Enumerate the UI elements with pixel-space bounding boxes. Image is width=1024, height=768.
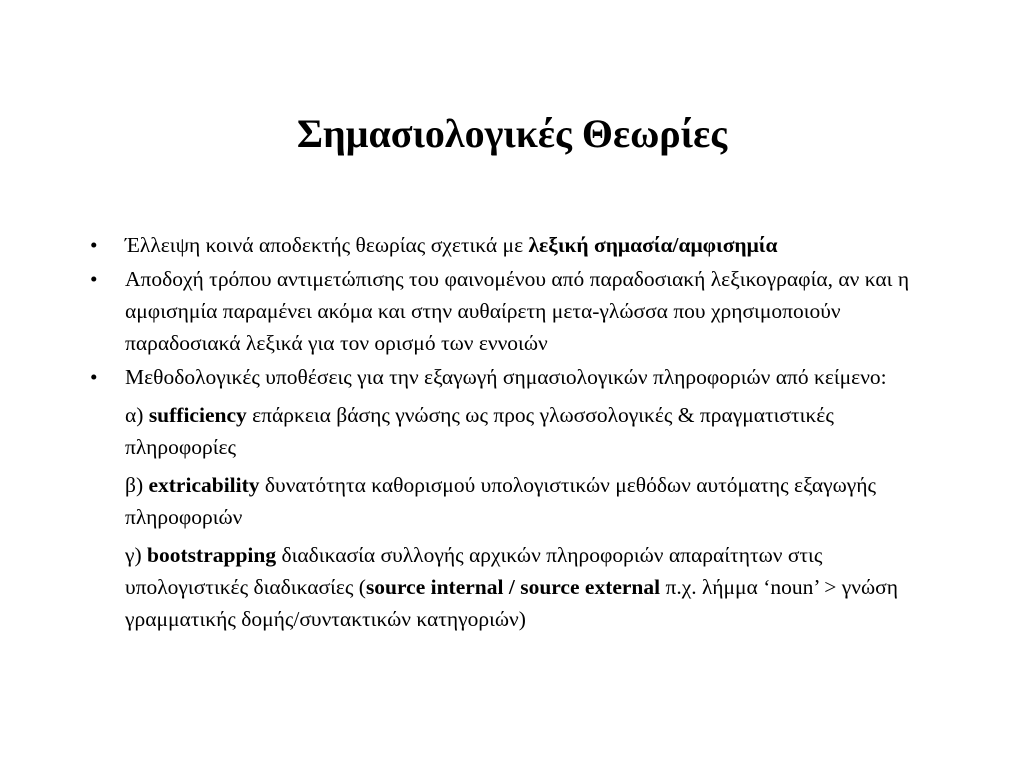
sub-item-bootstrapping (90, 539, 940, 635)
sub-item-extricability (90, 469, 940, 533)
bullet-marker: • (90, 365, 98, 389)
sub-item-text-secondary: π.χ. λήμμα ‘noun’ > γνώση γραμματικής δομής/συντακτικών κατηγοριών) (125, 575, 899, 631)
bullet-item-2 (90, 263, 940, 359)
slide-title: Σημασιολογικές Θεωρίες (296, 111, 728, 156)
sub-item-text: δυνατότητα καθορισμού υπολογιστικών μεθόδων αυτόματης εξαγωγής πληροφοριών (125, 473, 877, 529)
sub-item-term: sufficiency (148, 403, 247, 427)
sub-item-sufficiency (90, 399, 940, 463)
bullet-item-1 (90, 229, 940, 261)
sub-item-prefix: α) (125, 403, 149, 427)
bullet-text: Μεθοδολογικές υποθέσεις για την εξαγωγή σημασιολογικών πληροφοριών από κείμενο: (125, 365, 887, 389)
sub-item-prefix: β) (125, 473, 149, 497)
bullet-text: Αποδοχή τρόπου αντιμετώπισης του φαινομένου από παραδοσιακή λεξικογραφία, αν και η αμφισημία παραμένει ακόμα και στην αυθαίρετη μετα-γλώσσα που χρησιμοποιούν παραδοσιακά λεξικά για τον ορισμό των εννοιών (125, 267, 910, 355)
bullet-text: Έλλειψη κοινά αποδεκτής θεωρίας σχετικά με (125, 233, 529, 257)
sub-item-text: διαδικασία συλλογής αρχικών πληροφοριών απαραίτητων στις υπολογιστικές διαδικασίες ( (125, 543, 823, 599)
sub-item-term-secondary: source internal / source external (365, 575, 661, 599)
bullet-item-3 (90, 361, 940, 393)
sub-item-term: bootstrapping (147, 543, 277, 567)
sub-item-prefix: γ) (125, 543, 148, 567)
slide-content (90, 229, 940, 637)
bullet-marker: • (90, 267, 98, 291)
bullet-marker: • (90, 233, 98, 257)
bullet-bold-text: λεξική σημασία/αμφισημία (528, 233, 778, 257)
sub-item-term: extricability (148, 473, 260, 497)
sub-item-text: επάρκεια βάσης γνώσης ως προς γλωσσολογικές & πραγματιστικές πληροφορίες (125, 403, 834, 459)
